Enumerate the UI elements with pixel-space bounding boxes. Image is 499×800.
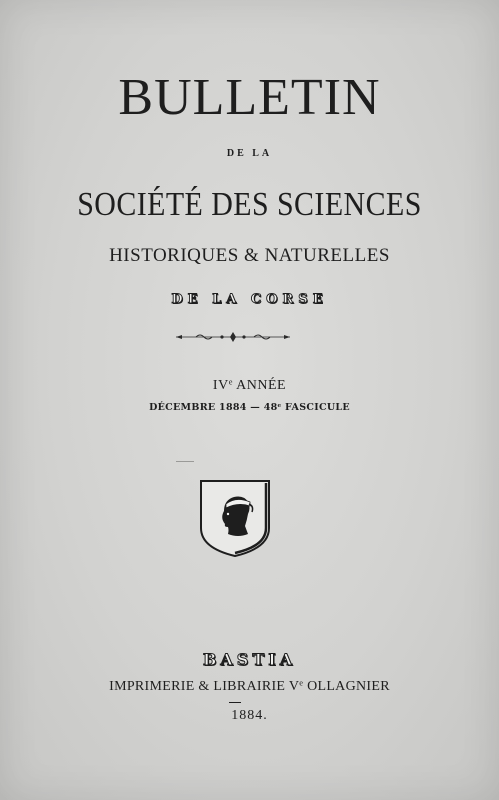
printer-suffix: e [299, 678, 304, 688]
printer-name: OLLAGNIER [303, 679, 390, 694]
printer-line [0, 679, 499, 695]
bastia-city: BASTIA [202, 650, 297, 669]
annee-label: ANNÉE [232, 378, 287, 393]
annee-number: IV [212, 378, 229, 393]
bulletin-title: BULLETIN [118, 69, 381, 126]
corsican-moor-head-shield-icon [198, 478, 272, 558]
printer-prefix: IMPRIMERIE & LIBRAIRIE V [109, 679, 300, 694]
publication-year: 1884. [231, 708, 268, 723]
ornament-divider-icon [176, 331, 290, 343]
societe-heading: SOCIÉTÉ DES SCIENCES [77, 186, 422, 223]
faint-dash [176, 461, 194, 462]
annee-suffix: e [228, 377, 233, 387]
fascicule-suffix: e [277, 402, 282, 409]
date-fascicule-line [0, 402, 499, 413]
fascicule-label: FASCICULE [281, 402, 350, 413]
de-la-subtitle: DE LA [226, 148, 273, 159]
corse-subheading: DE LA CORSE [171, 292, 328, 307]
annee-line [0, 378, 499, 394]
date-month-year: DÉCEMBRE 1884 — 48 [149, 402, 278, 413]
year-dash [229, 702, 241, 703]
historiques-subheading: HISTORIQUES & NATURELLES [109, 245, 390, 266]
